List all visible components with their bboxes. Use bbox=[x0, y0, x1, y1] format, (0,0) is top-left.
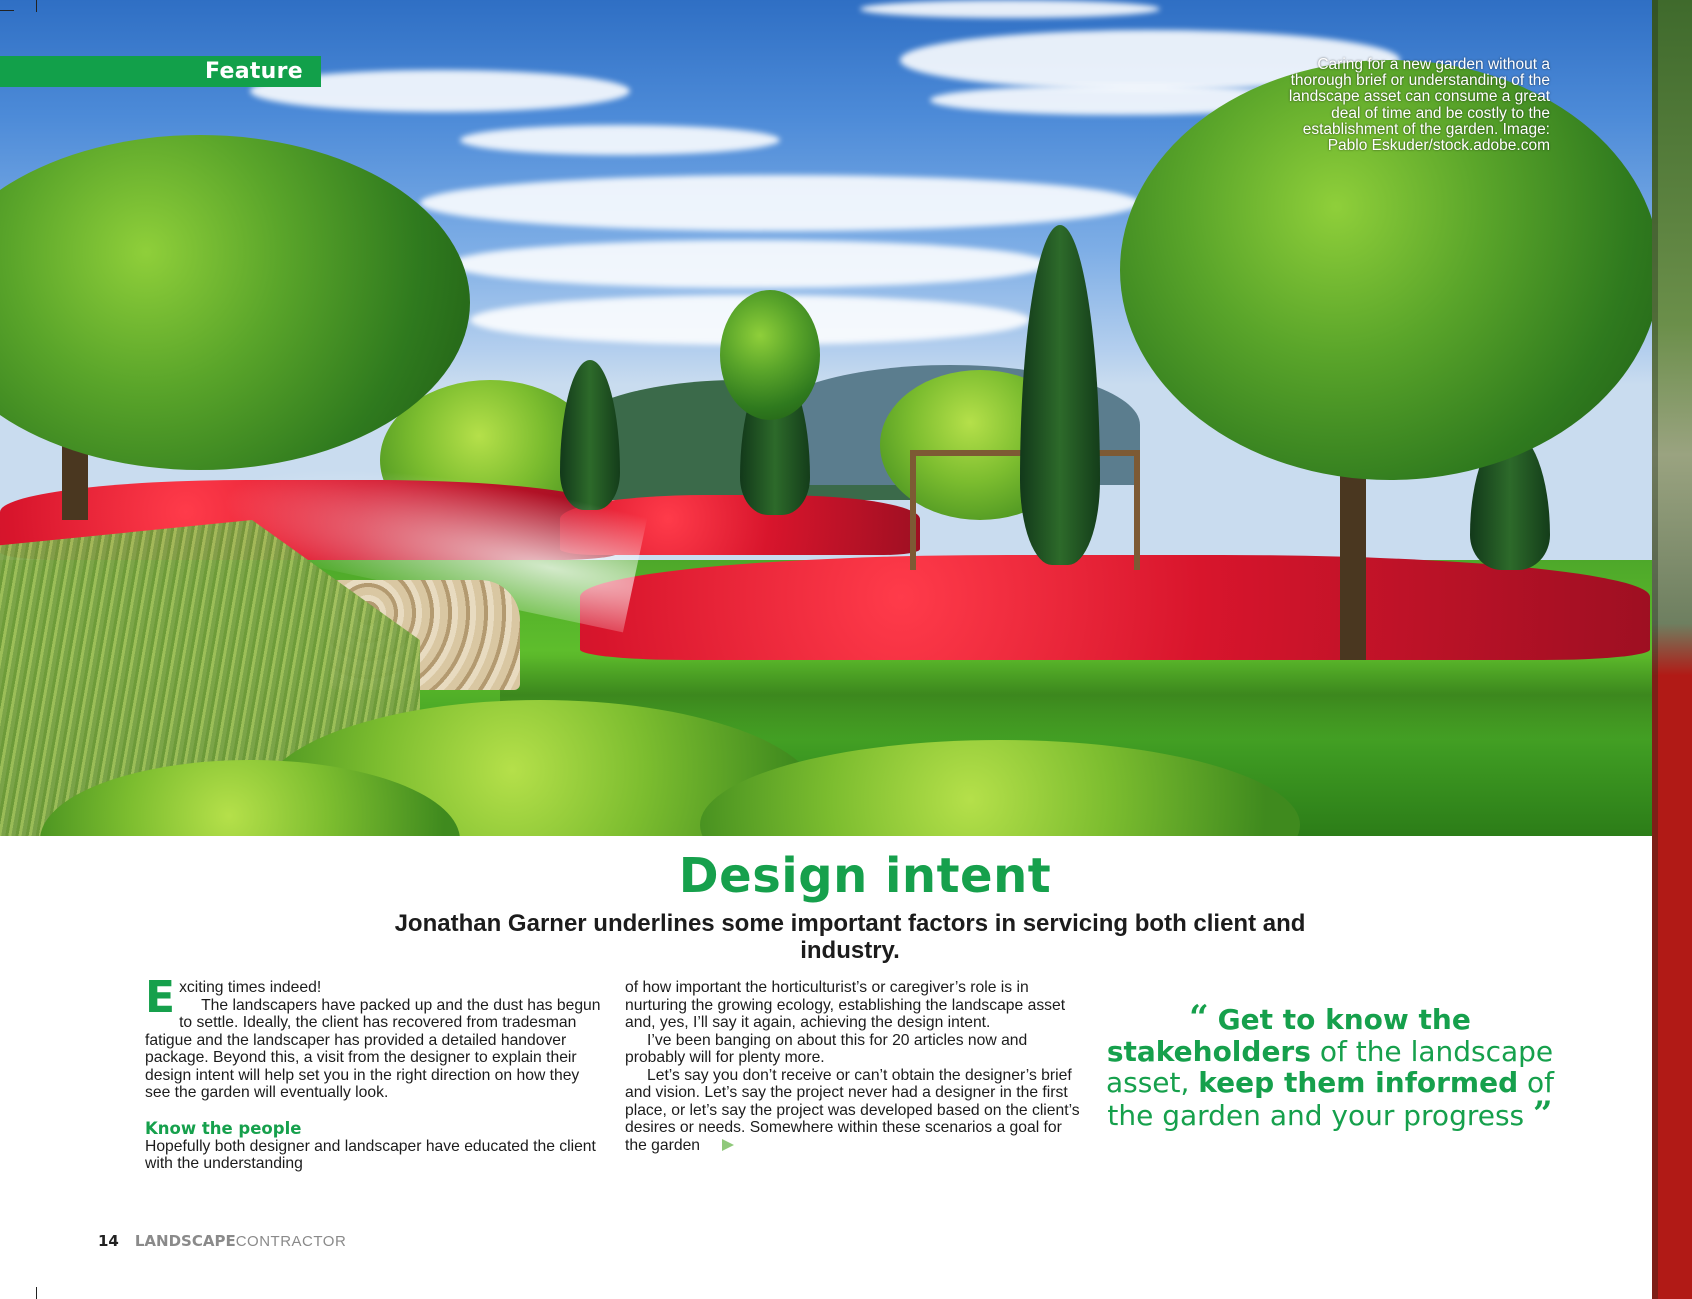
continue-arrow-icon bbox=[722, 1139, 734, 1151]
section-subhead: Know the people bbox=[145, 1118, 302, 1138]
paragraph: I’ve been banging on about this for 20 articles now and probably will for plenty more. bbox=[625, 1031, 1028, 1066]
drop-cap: E bbox=[145, 972, 176, 1023]
paragraph bbox=[625, 1067, 1085, 1155]
body-column-2 bbox=[625, 979, 1085, 1154]
magazine-name-light: CONTRACTOR bbox=[235, 1233, 347, 1250]
tree-canopy bbox=[720, 290, 820, 420]
paragraph-text: xciting times indeed! bbox=[179, 979, 322, 996]
page-footer bbox=[98, 1232, 346, 1250]
body-column-1 bbox=[145, 972, 605, 1173]
article-headline: Design intent bbox=[678, 848, 1052, 904]
magazine-name-bold: LANDSCAPE bbox=[134, 1232, 236, 1250]
page-gutter-line bbox=[1652, 0, 1658, 1299]
page-number: 14 bbox=[98, 1232, 119, 1250]
article-standfirst: Jonathan Garner underlines some important factors in servicing both client and industry. bbox=[394, 910, 1306, 964]
pull-quote bbox=[1105, 998, 1555, 1134]
paragraph: Hopefully both designer and landscaper have educated the client with the understanding bbox=[145, 1137, 596, 1172]
cypress-tree bbox=[560, 360, 620, 510]
red-hedge bbox=[580, 555, 1650, 660]
cloud bbox=[860, 0, 1160, 18]
crop-mark bbox=[0, 10, 14, 11]
open-quote-mark: “ bbox=[1189, 998, 1209, 1038]
cypress-tree bbox=[1020, 225, 1100, 565]
paragraph-text: Let’s say you don’t receive or can’t obtain the designer’s brief and vision. Let’s say the project never had a designer in the first place, or let’s say the project was developed based on the client’s desires or needs. Somewhere within these scenarios a goal for the garden bbox=[625, 1066, 1080, 1154]
quote-segment: of the garden and your progress bbox=[1107, 1066, 1555, 1132]
crop-mark bbox=[36, 0, 37, 12]
section-tag: Feature bbox=[0, 56, 321, 87]
paragraph: The landscapers have packed up and the dust has begun to settle. Ideally, the client has recovered from tradesman fatigue and the landscaper has provided a detailed handover package. Beyond this, a visit from the designer to explain their design intent will help set you in the right direction on how they see the garden will eventually look. bbox=[145, 996, 601, 1101]
quote-segment: keep them informed bbox=[1198, 1066, 1519, 1099]
paragraph bbox=[145, 972, 605, 1023]
crop-mark bbox=[36, 1287, 37, 1299]
close-quote-mark: ” bbox=[1533, 1093, 1553, 1134]
cloud bbox=[420, 175, 1140, 231]
cloud bbox=[450, 240, 1050, 288]
adjacent-page-edge bbox=[1652, 0, 1692, 1299]
photo-caption: Caring for a new garden without a thorough brief or understanding of the landscape asset can consume a great deal of time and be costly to the establishment of the garden. Image: Pablo Eskuder/stock.adobe.com bbox=[1288, 56, 1550, 155]
quote-segment: of the landscape asset, bbox=[1105, 1034, 1554, 1099]
paragraph: of how important the horticulturist’s or caregiver’s role is in nurturing the growing ecology, establishing the landscape asset and, yes, I’ll say it again, achieving the design intent. bbox=[625, 979, 1066, 1031]
quote-segment: Get to know the stakeholders bbox=[1106, 1003, 1471, 1068]
cloud bbox=[460, 125, 780, 155]
